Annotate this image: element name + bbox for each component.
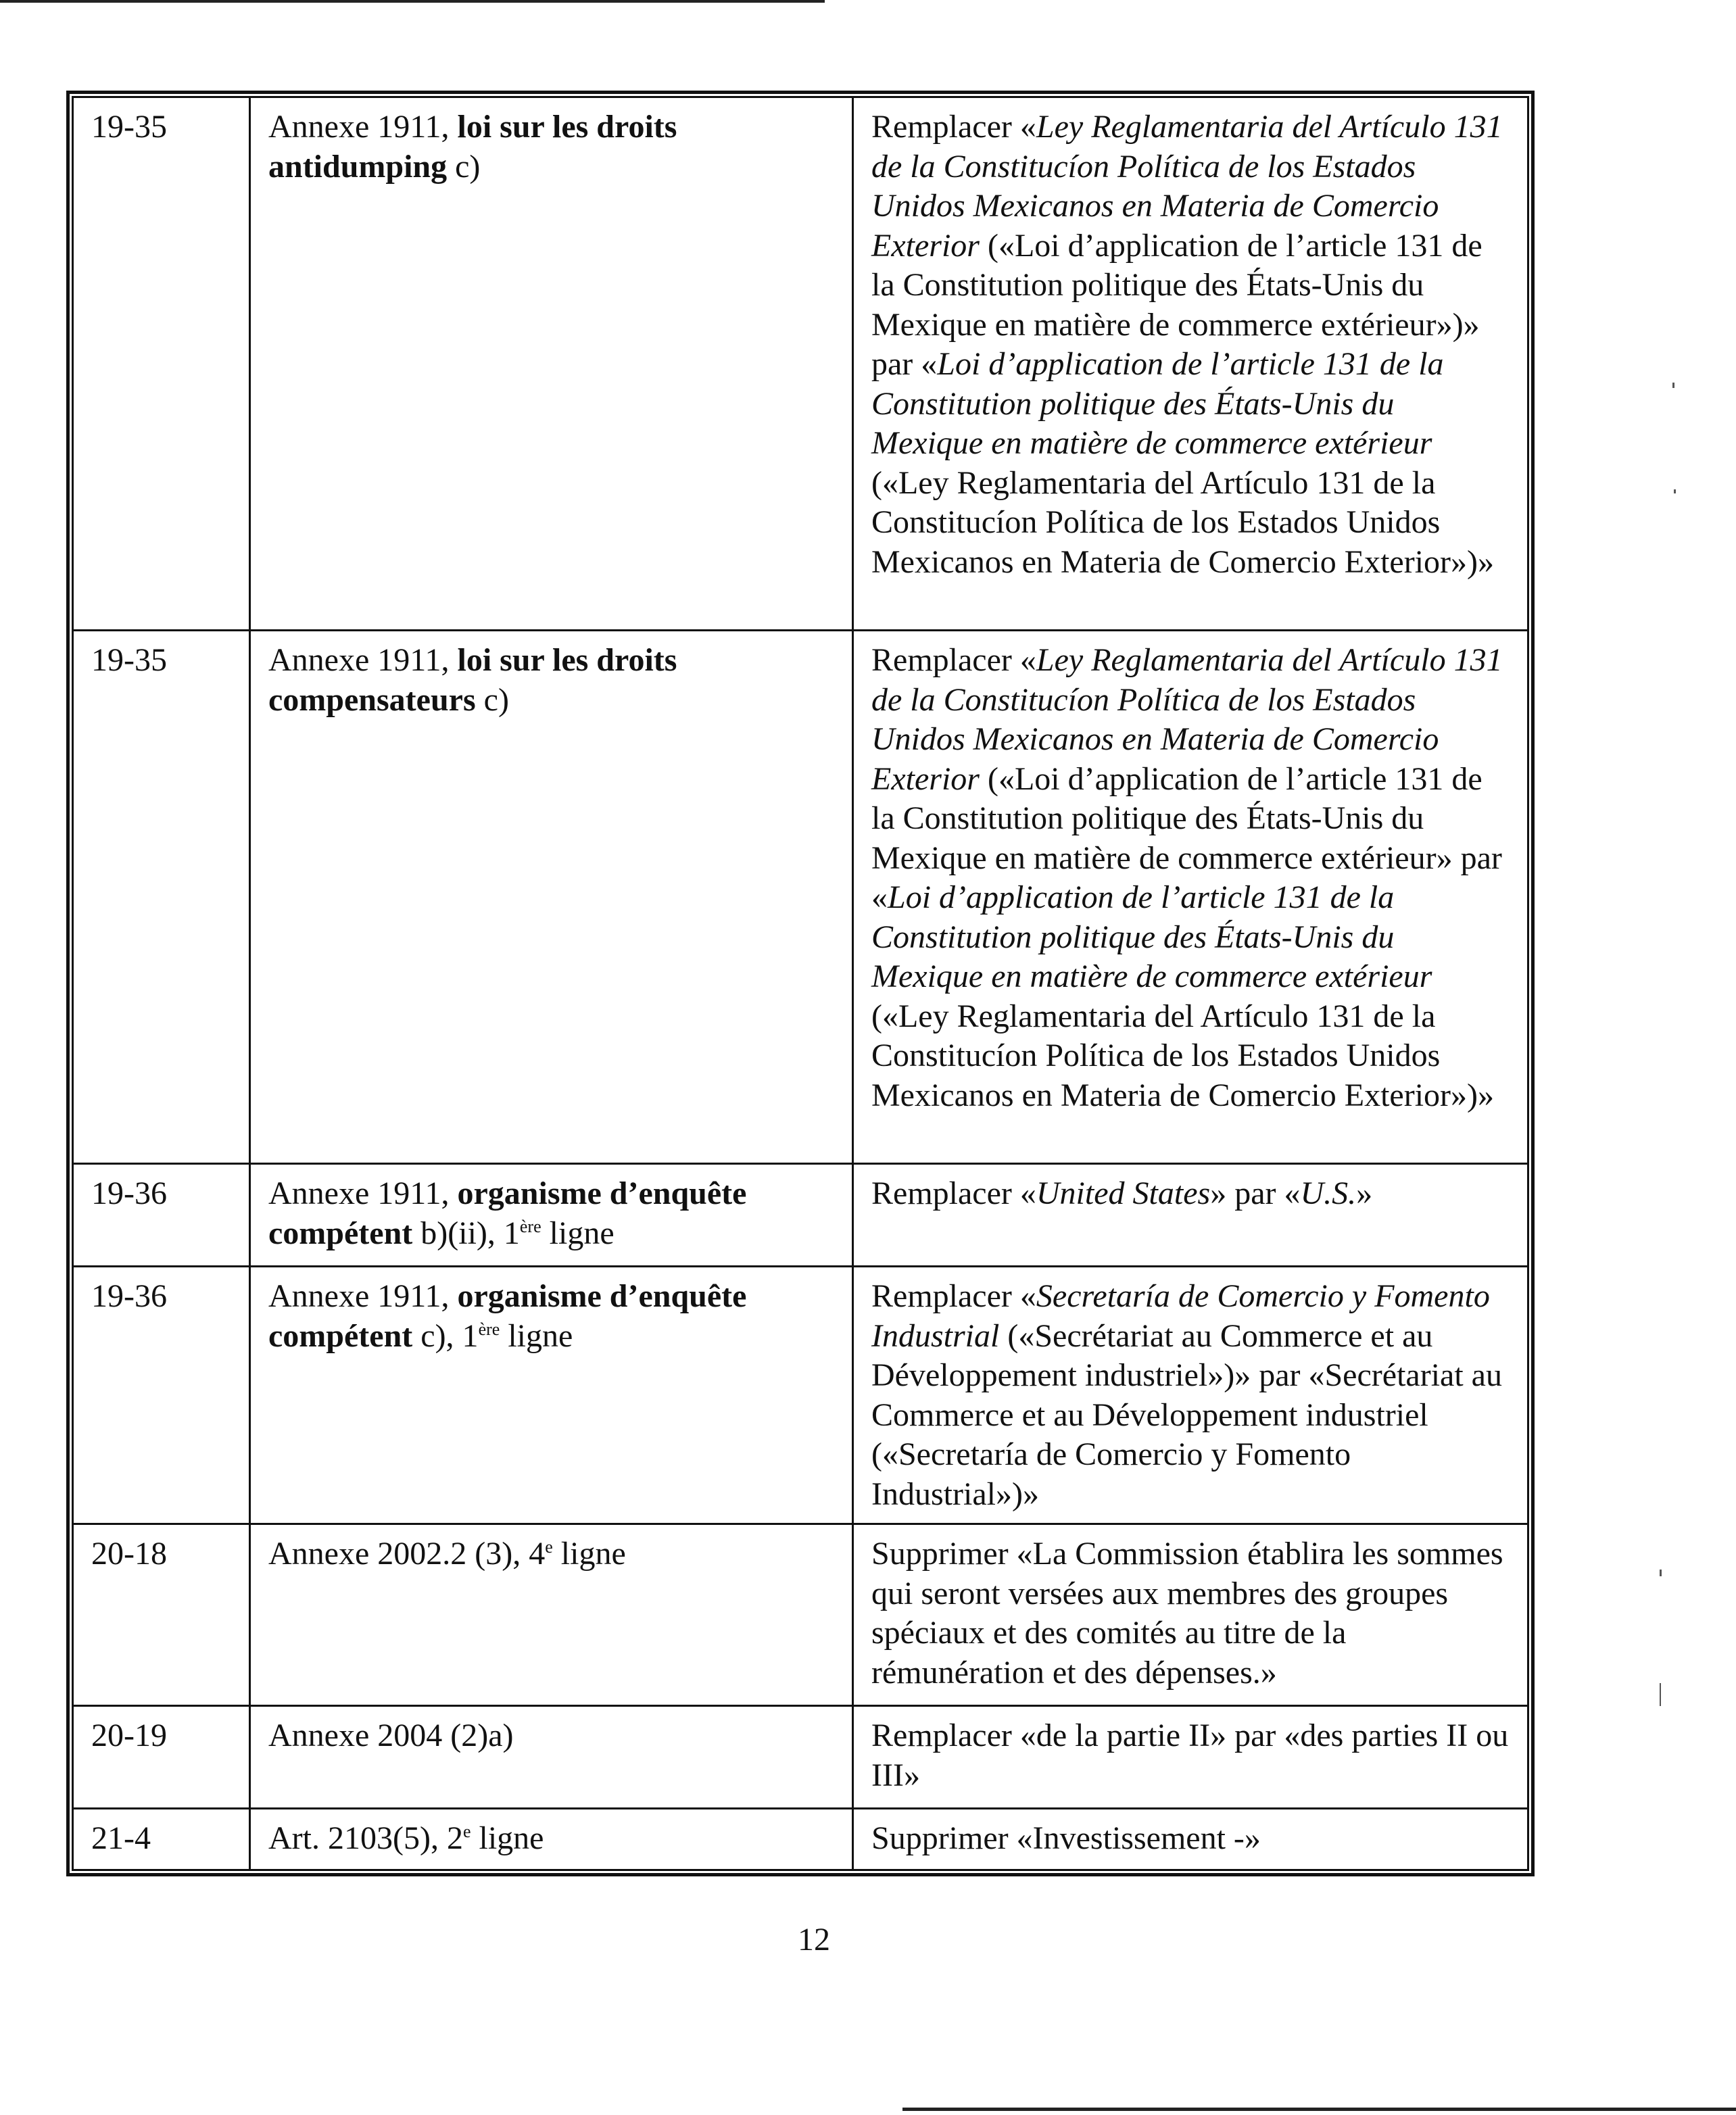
- correction-cell: Supprimer «Investissement -»: [853, 1809, 1528, 1870]
- location-cell: Annexe 2004 (2)a): [250, 1706, 853, 1809]
- correction-cell: Remplacer «United States» par «U.S.»: [853, 1164, 1528, 1267]
- location-cell: Annexe 1911, organisme d’enquête compétent b)(ii), 1ère ligne: [250, 1164, 853, 1267]
- page-line-cell: 19-35: [73, 631, 250, 1164]
- page-line-cell: 20-18: [73, 1524, 250, 1706]
- scan-speck: [1672, 383, 1674, 388]
- location-cell: Art. 2103(5), 2e ligne: [250, 1809, 853, 1870]
- table-row: [73, 631, 1528, 1164]
- scan-edge-top: [0, 0, 825, 3]
- location-cell: Annexe 1911, loi sur les droits antidumping c): [250, 97, 853, 631]
- correction-cell: Supprimer «La Commission établira les sommes qui seront versées aux membres des groupes spéciaux et des comités au titre de la rémunération et des dépenses.»: [853, 1524, 1528, 1706]
- location-cell: Annexe 1911, organisme d’enquête compétent c), 1ère ligne: [250, 1267, 853, 1524]
- table-row: [73, 1524, 1528, 1706]
- page-line-cell: 21-4: [73, 1809, 250, 1870]
- correction-cell: Remplacer «de la partie II» par «des parties II ou III»: [853, 1706, 1528, 1809]
- page-line-cell: 19-36: [73, 1164, 250, 1267]
- correction-cell: Remplacer «Ley Reglamentaria del Artículo 131 de la Constitucíon Políticа de los Estados Unidos Mexicanos en Materia de Comercio Exterior («Loi d’application de l’article 131 de la Constitution politique des États-Unis du Mexique en matière de commerce extérieur»)» par «Loi d’application de l’article 131 de la Constitution politique des États-Unis du Mexique en matière de commerce extérieur («Ley Reglamentaria del Artículo 131 de la Constitucíon Política de los Estados Unidos Mexicanos en Materia de Comercio Exterior»)»: [853, 97, 1528, 631]
- table-row: [73, 1267, 1528, 1524]
- table-row: [73, 1809, 1528, 1870]
- table-row: [73, 97, 1528, 631]
- page-number: 12: [798, 1922, 830, 1958]
- scan-edge-bottom: [902, 2108, 1736, 2111]
- page-line-cell: 20-19: [73, 1706, 250, 1809]
- table-row: [73, 1706, 1528, 1809]
- correction-cell: Remplacer «Secretaría de Comercio y Fomento Industrial («Secrétariat au Commerce et au Développement industriel»)» par «Secrétariat au Commerce et au Développement industriel («Secretaría de Comercio y Fomento Industrial»)»: [853, 1267, 1528, 1524]
- errata-table: [72, 96, 1529, 1871]
- errata-table-frame: [66, 91, 1535, 1876]
- scan-speck: [1660, 1683, 1661, 1706]
- location-cell: Annexe 2002.2 (3), 4e ligne: [250, 1524, 853, 1706]
- table-row: [73, 1164, 1528, 1267]
- page-line-cell: 19-35: [73, 97, 250, 631]
- location-cell: Annexe 1911, loi sur les droits compensateurs c): [250, 631, 853, 1164]
- scan-speck: [1674, 489, 1676, 493]
- scan-speck: [1660, 1570, 1662, 1576]
- page-line-cell: 19-36: [73, 1267, 250, 1524]
- correction-cell: Remplacer «Ley Reglamentaria del Artículo 131 de la Constitucíon Políticа de los Estados Unidos Mexicanos en Materia de Comercio Exterior («Loi d’application de l’article 131 de la Constitution politique des États-Unis du Mexique en matière de commerce extérieur» par «Loi d’application de l’article 131 de la Constitution politique des États-Unis du Mexique en matière de commerce extérieur («Ley Reglamentaria del Artículo 131 de la Constitucíon Política de los Estados Unidos Mexicanos en Materia de Comercio Exterior»)»: [853, 631, 1528, 1164]
